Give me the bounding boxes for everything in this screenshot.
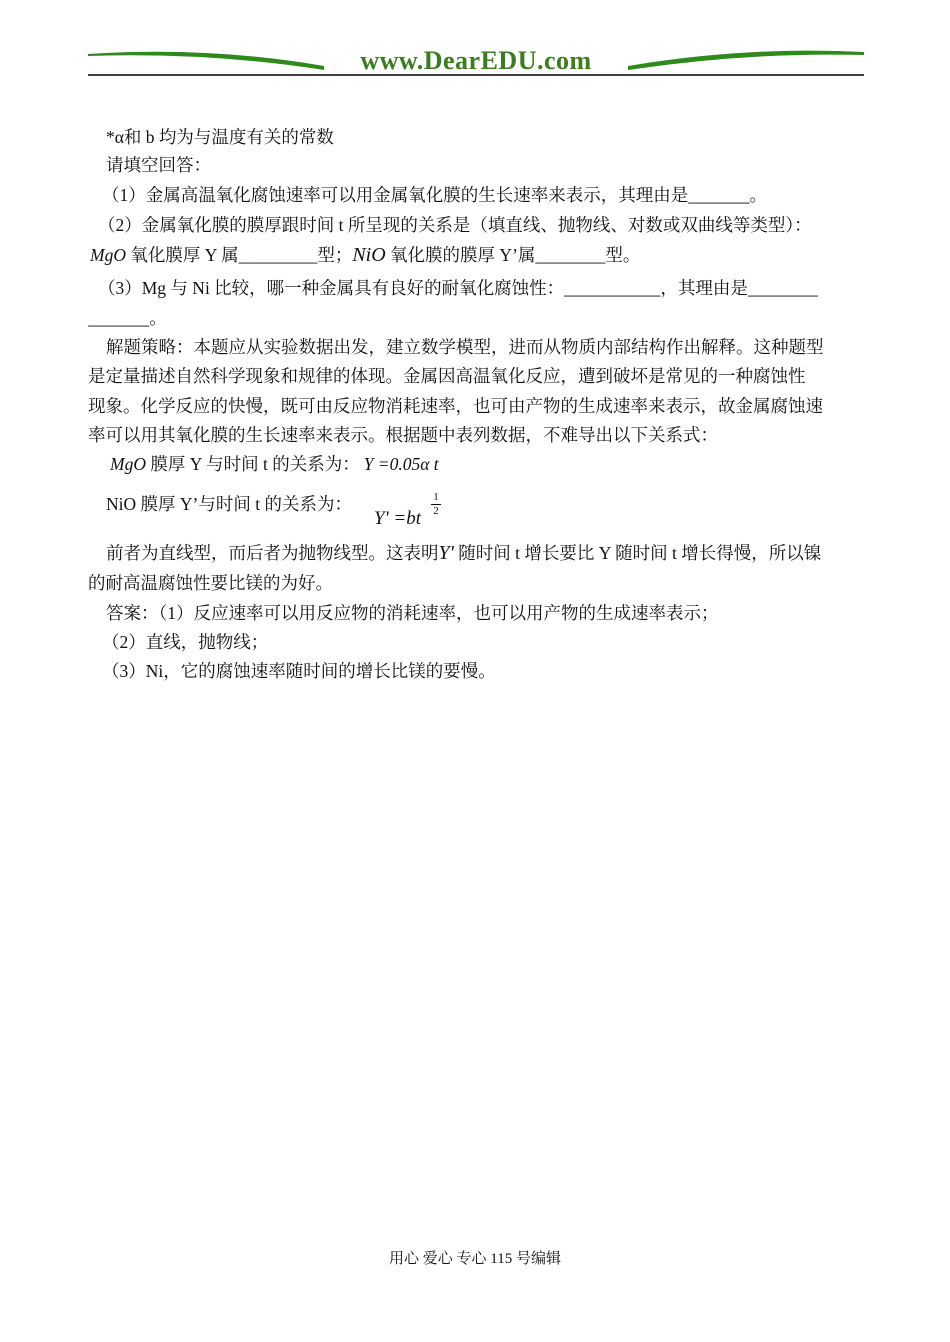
formula-mgo: MgO — [90, 245, 126, 265]
text-span: 前者为直线型，而后者为抛物线型。这表明 — [106, 543, 439, 563]
page-header — [88, 42, 864, 82]
exponent-denominator: 2 — [433, 505, 439, 517]
question-2: （2）金属氧化膜的膜厚跟时间 t 所呈现的关系是（填直线、抛物线、对数或双曲线等类型）： — [98, 215, 812, 235]
header-logo: www.DearEDU.com — [360, 46, 592, 75]
text-span: 氧化膜的膜厚 Y’属________型。 — [385, 245, 641, 265]
strategy-line: 现象。化学反应的快慢，既可由反应物消耗速率，也可由产物的生成速率来表示，故金属腐蚀速 — [88, 396, 823, 416]
strategy-line: 是定量描述自然科学现象和规律的体现。金属因高温氧化反应，遭到破坏是常见的一种腐蚀性 — [88, 366, 806, 386]
text-line: 请填空回答： — [106, 155, 211, 175]
conclusion-line: 的耐高温腐蚀性要比镁的为好。 — [88, 573, 333, 593]
page-footer: 用心 爱心 专心 115 号编辑 — [389, 1251, 561, 1267]
formula-mgo: MgO — [110, 454, 146, 474]
answer-line: （2）直线，抛物线； — [102, 632, 269, 652]
mgo-relation — [110, 451, 439, 476]
formula-nio: NiO — [352, 244, 386, 266]
formula-y-prime: Y' — [438, 542, 454, 564]
exponent-fraction — [431, 492, 441, 517]
text-line: *α和 b 均为与温度有关的常数 — [106, 127, 334, 147]
exponent-numerator: 1 — [433, 491, 439, 503]
strategy-line: 率可以用其氧化膜的生长速率来表示。根据题中表列数据，不难导出以下关系式： — [88, 425, 718, 445]
answer-line: （3）Ni，它的腐蚀速率随时间的增长比镁的要慢。 — [102, 661, 496, 681]
text-span: 膜厚 Y 与时间 t 的关系为： — [145, 454, 360, 474]
question-1: （1）金属高温氧化腐蚀速率可以用金属氧化膜的生长速率来表示，其理由是_______。 — [102, 185, 767, 205]
answer-line: 答案：（1）反应速率可以用反应物的消耗速率，也可以用产物的生成速率表示； — [106, 603, 719, 623]
formula-y-linear: Y =0.05α t — [363, 454, 439, 474]
strategy-line: 解题策略：本题应从实验数据出发，建立数学模型，进而从物质内部结构作出解释。这种题型 — [106, 337, 824, 357]
question-3: （3）Mg 与 Ni 比较，哪一种金属具有良好的耐氧化腐蚀性：___________，其理由是________ — [98, 278, 818, 298]
nio-relation-text: NiO 膜厚 Y’与时间 t 的关系为： — [106, 494, 352, 514]
question-2-blanks — [90, 242, 640, 267]
conclusion-line — [106, 540, 821, 565]
formula-y-parabolic: Y' =bt — [374, 508, 421, 529]
text-span: 氧化膜厚 Y 属_________型； — [125, 245, 353, 265]
text-span: 随时间 t 增长要比 Y 随时间 t 增长得慢，所以镍 — [453, 543, 822, 563]
text-line: _______。 — [88, 308, 167, 328]
